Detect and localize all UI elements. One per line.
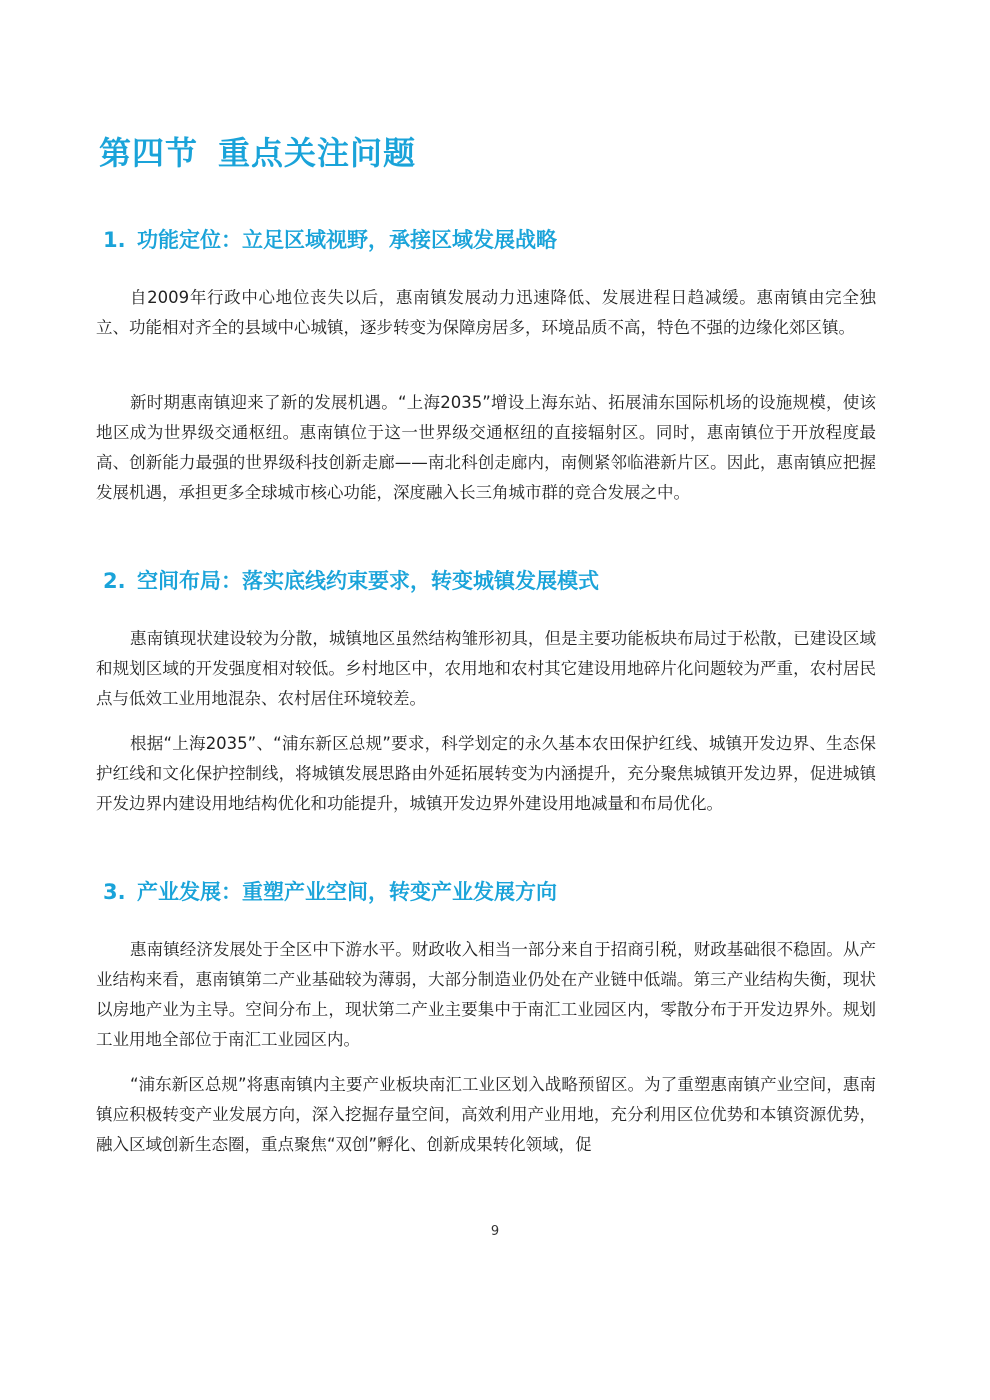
section-title <box>99 128 416 174</box>
paragraph-1-2: 新时期惠南镇迎来了新的发展机遇。“上海2035”增设上海东站、拓展浦东国际机场的设施规模，使该地区成为世界级交通枢纽。惠南镇位于这一世界级交通枢纽的直接辐射区。同时，惠南镇位于开放程度最高、创新能力最强的世界级科技创新走廊——南北科创走廊内，南侧紧邻临港新片区。因此，惠南镇应把握发展机遇，承担更多全球城市核心功能，深度融入长三角城市群的竞合发展之中。 <box>96 393 876 502</box>
subheading-text: 功能定位：立足区域视野，承接区域发展战略 <box>137 228 557 252</box>
subheading-text: 空间布局：落实底线约束要求，转变城镇发展模式 <box>137 569 599 593</box>
paragraph-3-2: “浦东新区总规”将惠南镇内主要产业板块南汇工业区划入战略预留区。为了重塑惠南镇产业空间，惠南镇应积极转变产业发展方向，深入挖掘存量空间，高效利用产业用地，充分利用区位优势和本镇资源优势，融入区域创新生态圈，重点聚焦“双创”孵化、创新成果转化领域，促 <box>96 1075 876 1154</box>
subheading-number: 2. <box>103 569 126 593</box>
section-title-text: 重点关注问题 <box>218 134 417 172</box>
page-number: 9 <box>490 1224 500 1239</box>
subheading-3 <box>103 876 557 906</box>
section-title-number: 第四节 <box>99 134 199 172</box>
paragraph-2-1: 惠南镇现状建设较为分散，城镇地区虽然结构雏形初具，但是主要功能板块布局过于松散，已建设区域和规划区域的开发强度相对较低。乡村地区中，农用地和农村其它建设用地碎片化问题较为严重，农村居民点与低效工业用地混杂、农村居住环境较差。 <box>96 629 876 708</box>
paragraph-2-2: 根据“上海2035”、“浦东新区总规”要求，科学划定的永久基本农田保护红线、城镇开发边界、生态保护红线和文化保护控制线，将城镇发展思路由外延拓展转变为内涵提升，充分聚焦城镇开发边界，促进城镇开发边界内建设用地结构优化和功能提升，城镇开发边界外建设用地减量和布局优化。 <box>96 734 876 813</box>
paragraph-1-1: 自2009年行政中心地位丧失以后，惠南镇发展动力迅速降低、发展进程日趋减缓。惠南镇由完全独立、功能相对齐全的县域中心城镇，逐步转变为保障房居多，环境品质不高，特色不强的边缘化郊区镇。 <box>96 288 876 337</box>
subheading-text: 产业发展：重塑产业空间，转变产业发展方向 <box>137 880 557 904</box>
subheading-1 <box>103 224 557 254</box>
subheading-number: 3. <box>103 880 126 904</box>
paragraph-3-1: 惠南镇经济发展处于全区中下游水平。财政收入相当一部分来自于招商引税，财政基础很不稳固。从产业结构来看，惠南镇第二产业基础较为薄弱，大部分制造业仍处在产业链中低端。第三产业结构失衡，现状以房地产业为主导。空间分布上，现状第二产业主要集中于南汇工业园区内，零散分布于开发边界外。规划工业用地全部位于南汇工业园区内。 <box>96 940 876 1049</box>
subheading-2 <box>103 565 599 595</box>
subheading-number: 1. <box>103 228 126 252</box>
